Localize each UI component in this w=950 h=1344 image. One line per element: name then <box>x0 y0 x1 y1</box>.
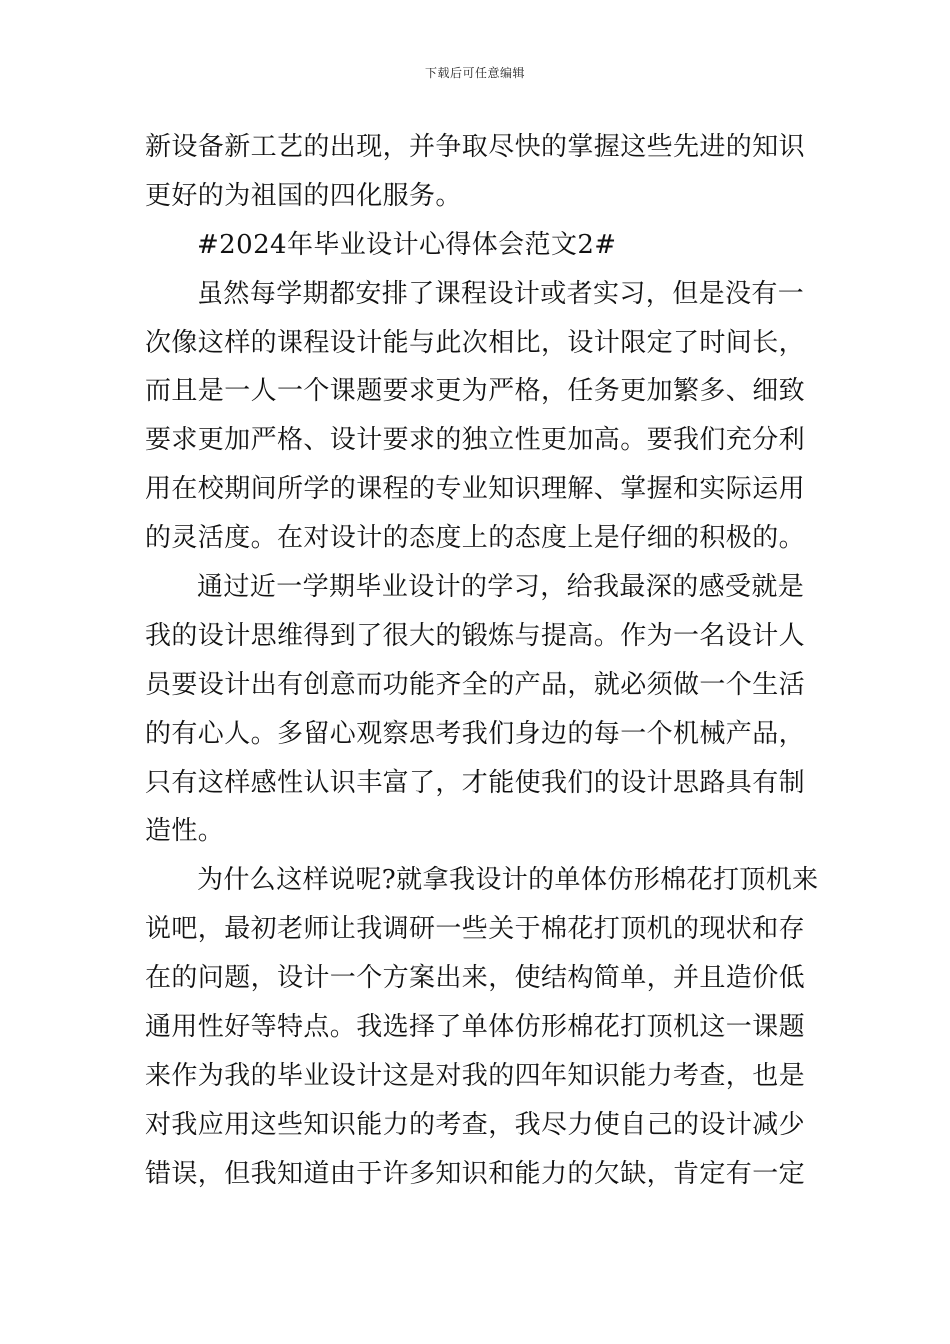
text-line: 用在校期间所学的课程的专业知识理解、掌握和实际运用 <box>145 474 806 505</box>
text-line: 通过近一学期毕业设计的学习，给我最深的感受就是 <box>197 572 805 603</box>
text-line: 只有这样感性认识丰富了，才能使我们的设计思路具有制 <box>145 767 806 798</box>
text-line: 说吧，最初老师让我调研一些关于棉花打顶机的现状和存 <box>145 914 806 945</box>
text-line: 为什么这样说呢?就拿我设计的单体仿形棉花打顶机来 <box>197 865 819 896</box>
text-line: 要求更加严格、设计要求的独立性更加高。要我们充分利 <box>145 425 806 456</box>
text-line: 次像这样的课程设计能与此次相比，设计限定了时间长， <box>145 327 806 358</box>
body-text <box>145 123 819 1199</box>
text-line: 的有心人。多留心观察思考我们身边的每一个机械产品， <box>145 718 806 749</box>
text-line: 虽然每学期都安排了课程设计或者实习，但是没有一 <box>197 278 805 309</box>
text-line: 我的设计思维得到了很大的锻炼与提高。作为一名设计人 <box>145 620 806 651</box>
header-note: 下载后可任意编辑 <box>424 66 525 80</box>
text-line: 造性。 <box>145 816 225 847</box>
text-line: 新设备新工艺的出现，并争取尽快的掌握这些先进的知识 <box>145 132 806 162</box>
text-line: 对我应用这些知识能力的考查，我尽力使自己的设计减少 <box>145 1109 806 1140</box>
section-heading: #2024年毕业设计心得体会范文2# <box>197 229 617 260</box>
text-line: 通用性好等特点。我选择了单体仿形棉花打顶机这一课题 <box>145 1012 806 1043</box>
text-line: 在的问题，设计一个方案出来，使结构简单，并且造价低 <box>145 963 806 994</box>
text-line: 而且是一人一个课题要求更为严格，任务更加繁多、细致 <box>145 376 806 407</box>
text-line: 更好的为祖国的四化服务。 <box>145 180 462 211</box>
text-line: 来作为我的毕业设计这是对我的四年知识能力考查，也是 <box>145 1060 806 1091</box>
text-line: 员要设计出有创意而功能齐全的产品，就必须做一个生活 <box>145 669 806 700</box>
text-line: 错误，但我知道由于许多知识和能力的欠缺，肯定有一定 <box>145 1158 806 1189</box>
text-line: 的灵活度。在对设计的态度上的态度上是仔细的积极的。 <box>145 523 806 554</box>
